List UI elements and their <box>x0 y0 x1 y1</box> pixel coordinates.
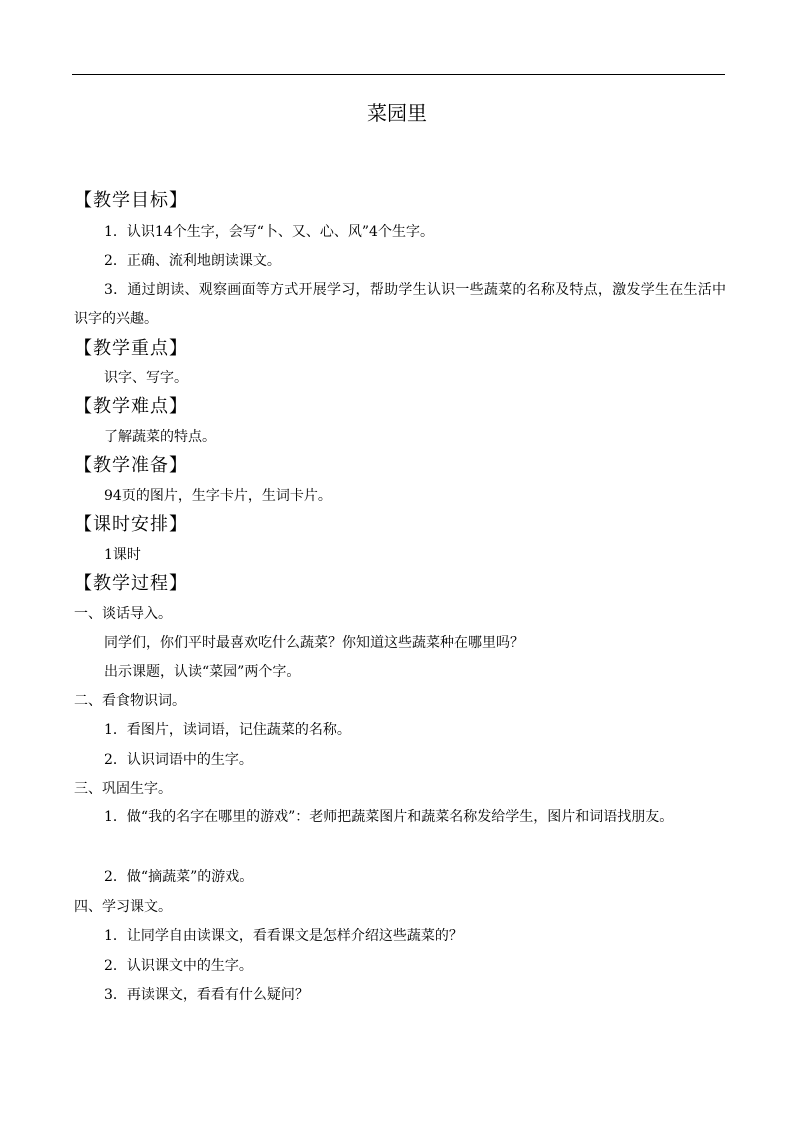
heading-process: 【教学过程】 <box>74 573 188 594</box>
step-2-title: 二、看食物识词。 <box>74 693 186 709</box>
heading-difficulties: 【教学难点】 <box>74 396 188 417</box>
schedule-text: 1课时 <box>104 547 141 563</box>
document-title: 菜园里 <box>367 101 427 125</box>
preparation-text: 94页的图片，生字卡片，生词卡片。 <box>104 488 332 504</box>
goal-item-2: 2．正确、流利地朗读课文。 <box>104 253 281 269</box>
step-1-title: 一、谈话导入。 <box>74 606 172 622</box>
key-points-text: 识字、写字。 <box>104 370 188 386</box>
step-3-title: 三、巩固生字。 <box>74 781 172 797</box>
goal-item-1: 1．认识14个生字，会写“卜、又、心、风”4个生字。 <box>104 224 434 240</box>
step-4-title: 四、学习课文。 <box>74 899 172 915</box>
step-4-item-3: 3．再读课文，看看有什么疑问？ <box>104 987 309 1003</box>
step-2-item-1: 1．看图片，读词语，记住蔬菜的名称。 <box>104 722 351 738</box>
step-4-item-2: 2．认识课文中的生字。 <box>104 958 253 974</box>
heading-key-points: 【教学重点】 <box>74 338 188 359</box>
goal-item-3: 3．通过朗读、观察画面等方式开展学习，帮助学生认识一些蔬菜的名称及特点，激发学生在生活中识字的兴趣。 <box>74 282 726 327</box>
step-1-item-2: 出示课题，认读“菜园”两个字。 <box>104 664 301 680</box>
difficulties-text: 了解蔬菜的特点。 <box>104 429 216 445</box>
heading-schedule: 【课时安排】 <box>74 514 188 535</box>
header-rule <box>72 74 725 75</box>
heading-goals: 【教学目标】 <box>74 190 188 211</box>
step-2-item-2: 2．认识词语中的生字。 <box>104 752 253 768</box>
heading-preparation: 【教学准备】 <box>74 455 188 476</box>
step-3-item-1: 1．做“我的名字在哪里的游戏”：老师把蔬菜图片和蔬菜名称发给学生，图片和词语找朋友。 <box>104 809 674 825</box>
step-3-item-2: 2．做“摘蔬菜”的游戏。 <box>104 869 254 885</box>
step-4-item-1: 1．让同学自由读课文，看看课文是怎样介绍这些蔬菜的？ <box>104 928 463 944</box>
step-1-item-1: 同学们，你们平时最喜欢吃什么蔬菜？你知道这些蔬菜种在哪里吗？ <box>104 635 524 651</box>
